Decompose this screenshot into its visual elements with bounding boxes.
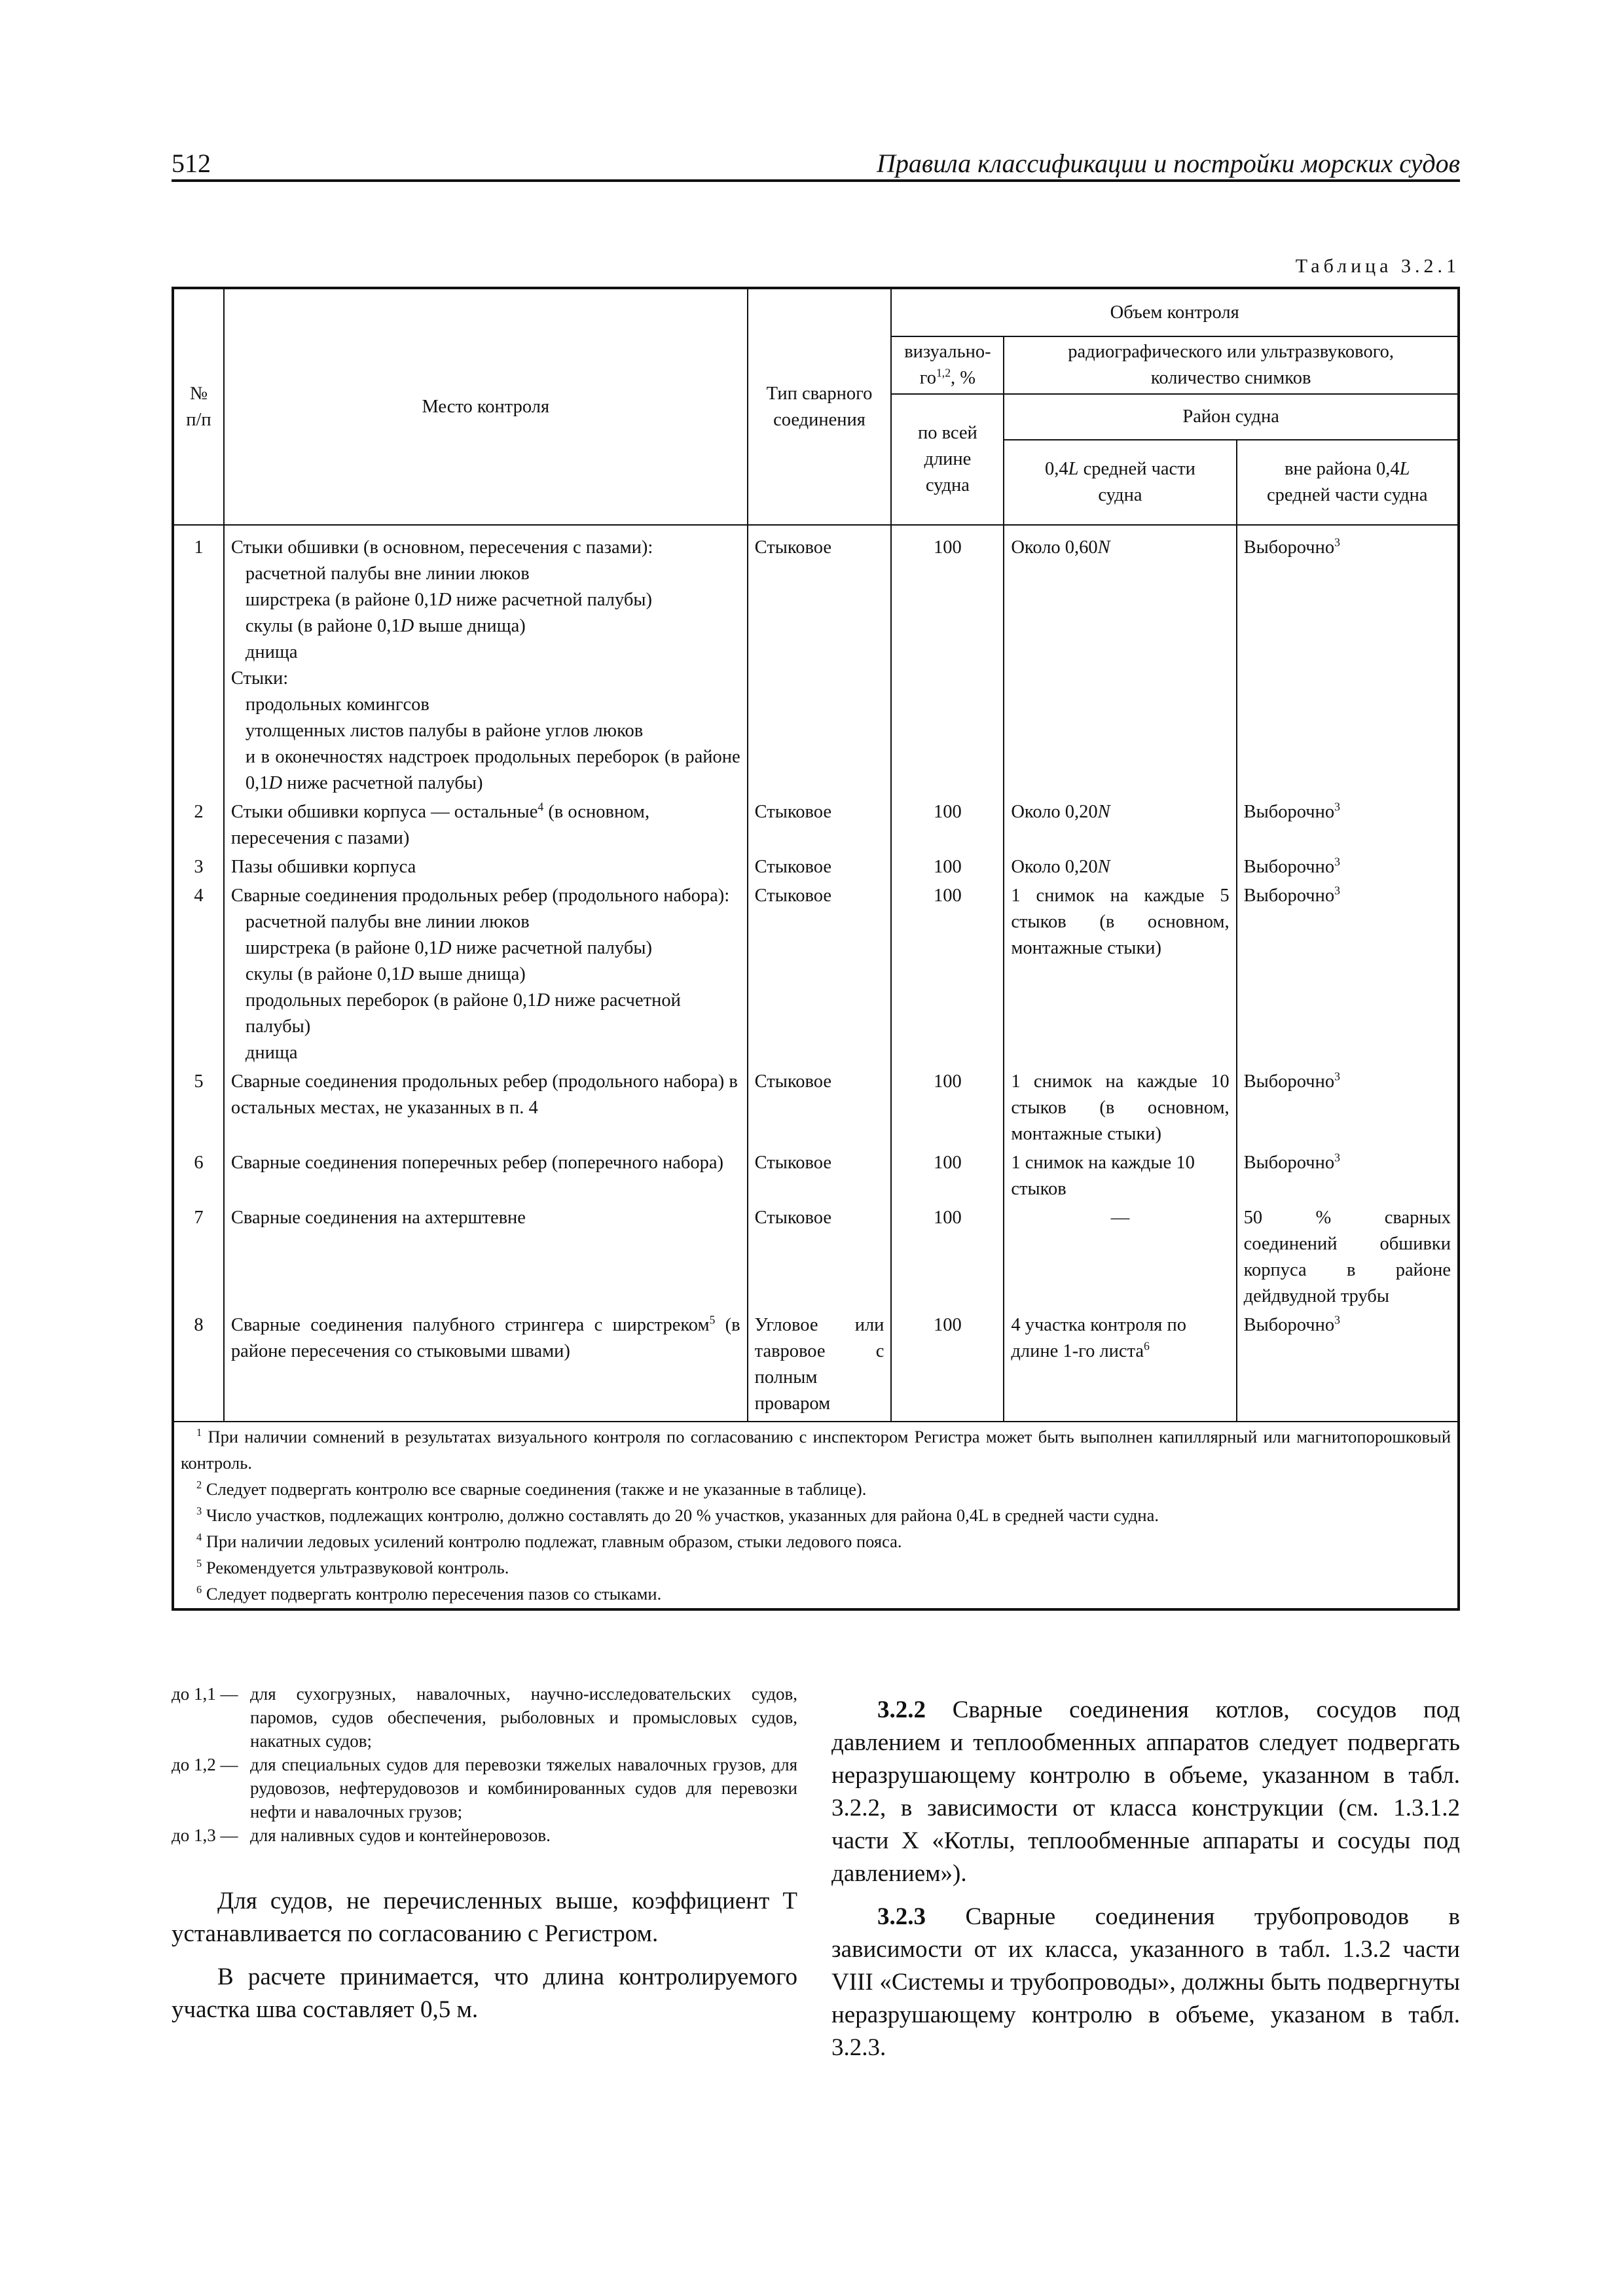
paragraph: 3.2.2 Сварные соединения котлов, сосудов под давлением и теплообменных аппаратов следует подвергать неразрушающему контролю в объеме, указанном в табл. 3.2.2, в зависимости от класса конструкции (см. 1.3.1.2 части X «Котлы, теплообменные аппараты и сосуды под давлением»). xyxy=(831,1696,1461,1887)
row-mid: 1 снимок на каждые 10 стыков xyxy=(1004,1149,1236,1204)
row-number: 1 xyxy=(173,525,224,798)
row-type: Стыковое xyxy=(748,882,892,1067)
coefficient-key: до 1,3 — xyxy=(172,1825,238,1845)
header-area: Район судна xyxy=(1004,394,1459,440)
row-type: Стыковое xyxy=(748,1149,892,1204)
coefficient-key: до 1,1 — xyxy=(172,1684,238,1704)
table-row xyxy=(173,882,1459,1067)
coefficient-text: для наливных судов и контейнеровозов. xyxy=(250,1825,551,1845)
row-visual: 100 xyxy=(891,1204,1004,1311)
row-visual: 100 xyxy=(891,882,1004,1067)
coefficient-list xyxy=(172,1682,797,1847)
row-outside: Выборочно$^3$ xyxy=(1237,1067,1459,1149)
row-outside: Выборочно$^3$ xyxy=(1237,798,1459,853)
paragraph: Для судов, не перечисленных выше, коэффициент T устанавливается по согласованию с Регистром. xyxy=(172,1888,797,1947)
row-visual: 100 xyxy=(891,1067,1004,1149)
table-footnotes xyxy=(173,1422,1459,1609)
row-number: 6 xyxy=(173,1149,224,1204)
row-outside: Выборочно$^3$ xyxy=(1237,882,1459,1067)
row-outside: Выборочно$^3$ xyxy=(1237,525,1459,798)
row-mid: 4 участка контроля по длине 1-го листа$^6$ xyxy=(1004,1311,1236,1422)
footnote: $^6$ Следует подвергать контролю пересечения пазов со стыками. xyxy=(196,1583,662,1604)
header-scope: Объем контроля xyxy=(891,288,1459,336)
row-place: Стыки обшивки корпуса — остальные$^4$ (в основном, пересечения с пазами) xyxy=(224,798,748,853)
row-visual: 100 xyxy=(891,1149,1004,1204)
footnote: $^5$ Рекомендуется ультразвуковой контроль. xyxy=(196,1557,509,1577)
table-row xyxy=(173,1204,1459,1311)
right-column xyxy=(831,1694,1460,2064)
header-weld-type: Тип сварного соединения xyxy=(748,288,892,525)
table-row xyxy=(173,798,1459,853)
row-mid: Около 0,20N xyxy=(1004,798,1236,853)
row-place: Сварные соединения продольных ребер (продольного набора) в остальных местах, не указанных в п. 4 xyxy=(224,1067,748,1149)
coefficient-text: для сухогрузных, навалочных, научно-исследовательских судов, паромов, судов обеспечения, рыболовных и промысловых судов, накатных судов; xyxy=(250,1684,797,1751)
row-type: Стыковое xyxy=(748,1067,892,1149)
footnote: $^3$ Число участков, подлежащих контролю, должно составлять до 20 % участков, указанных для района 0,4L в средней части судна. xyxy=(196,1505,1159,1525)
table-row xyxy=(173,853,1459,882)
paragraph: 3.2.3 Сварные соединения трубопроводов в зависимости от их класса, указанного в табл. 1.3.2 части VIII «Системы и трубопроводы», должны быть подвергнуты неразрушающему контролю в объеме, указаном в табл. 3.2.3. xyxy=(831,1903,1460,2061)
row-outside: Выборочно$^3$ xyxy=(1237,1149,1459,1204)
row-place: Стыки обшивки (в основном, пересечения с пазами): расчетной палубы вне линии люков ширстрека (в районе 0,1D ниже расчетной палубы) скулы (в районе 0,1D выше днища) днища Стыки: продольных комингсов утолщенных листов палубы в районе углов люков и в оконечностях надстроек продольных переборок (в районе 0,1D ниже расчетной палубы) xyxy=(224,525,748,798)
row-type: Стыковое xyxy=(748,1204,892,1311)
row-place: Сварные соединения на ахтерштевне xyxy=(224,1204,748,1311)
table-row xyxy=(173,1149,1459,1204)
table-row xyxy=(173,1311,1459,1422)
row-visual: 100 xyxy=(891,853,1004,882)
row-type: Угловое или тавровое с полным проваром xyxy=(748,1311,892,1422)
left-column xyxy=(172,1682,797,2026)
row-outside: Выборочно$^3$ xyxy=(1237,1311,1459,1422)
header-full-length: по всей длине судна xyxy=(891,394,1004,525)
row-outside: 50 % сварных соединений обшивки корпуса в районе дейдвудной трубы xyxy=(1237,1204,1459,1311)
row-number: 3 xyxy=(173,853,224,882)
footnote: $^2$ Следует подвергать контролю все сварные соединения (также и не указанные в таблице). xyxy=(196,1479,867,1499)
table-caption: Таблица 3.2.1 xyxy=(1295,255,1460,277)
row-number: 8 xyxy=(173,1311,224,1422)
row-place: Сварные соединения продольных ребер (продольного набора): расчетной палубы вне линии люков ширстрека (в районе 0,1D ниже расчетной палубы) скулы (в районе 0,1D выше днища) продольных переборок (в районе 0,1D ниже расчетной палубы) днища xyxy=(224,882,748,1067)
row-number: 5 xyxy=(173,1067,224,1149)
row-number: 4 xyxy=(173,882,224,1067)
section-number: 3.2.3 xyxy=(877,1903,926,1930)
row-visual: 100 xyxy=(891,798,1004,853)
row-mid: Около 0,20N xyxy=(1004,853,1236,882)
page-number: 512 xyxy=(172,149,211,178)
row-mid: 1 снимок на каждые 5 стыков (в основном, монтажные стыки) xyxy=(1004,882,1236,1067)
header-visual: визуально- го$^{1,2}$, % xyxy=(891,336,1004,394)
row-type: Стыковое xyxy=(748,525,892,798)
row-type: Стыковое xyxy=(748,798,892,853)
header-outside: вне района 0,4L средней части судна xyxy=(1237,440,1459,525)
header-mid: 0,4L средней части судна xyxy=(1004,440,1236,525)
row-place: Сварные соединения поперечных ребер (поперечного набора) xyxy=(224,1149,748,1204)
coefficient-text: для специальных судов для перевозки тяжелых навалочных грузов, для рудовозов, нефтерудовозов и комбинированных судов для перевозки нефти и навалочных грузов; xyxy=(250,1755,797,1821)
header-place: Место контроля xyxy=(224,288,748,525)
row-place: Сварные соединения палубного стрингера с ширстреком$^5$ (в районе пересечения со стыковыми швами) xyxy=(224,1311,748,1422)
row-outside: Выборочно$^3$ xyxy=(1237,853,1459,882)
row-visual: 100 xyxy=(891,525,1004,798)
paragraph: В расчете принимается, что длина контролируемого участка шва составляет 0,5 м. xyxy=(172,1964,797,2023)
row-mid: Около 0,60N xyxy=(1004,525,1236,798)
footnote: $^1$ При наличии сомнений в результатах визуального контроля по согласованию с инспектором Регистра может быть выполнен капиллярный или магнитопорошковый контроль. xyxy=(181,1426,1451,1473)
section-number: 3.2.2 xyxy=(877,1696,926,1723)
row-mid: 1 снимок на каждые 10 стыков (в основном, монтажные стыки) xyxy=(1004,1067,1236,1149)
footnote: $^4$ При наличии ледовых усилений контролю подлежат, главным образом, стыки ледового пояса. xyxy=(196,1531,902,1551)
row-number: 7 xyxy=(173,1204,224,1311)
table-row xyxy=(173,1067,1459,1149)
row-place: Пазы обшивки корпуса xyxy=(224,853,748,882)
running-title: Правила классификации и постройки морских судов xyxy=(876,149,1460,178)
row-mid: — xyxy=(1004,1204,1236,1311)
row-type: Стыковое xyxy=(748,853,892,882)
header-num: № п/п xyxy=(173,288,224,525)
inspection-table xyxy=(172,287,1460,1611)
page-header xyxy=(172,145,1460,182)
coefficient-key: до 1,2 — xyxy=(172,1755,238,1774)
table-row xyxy=(173,525,1459,798)
header-radio: радиографического или ультразвукового, количество снимков xyxy=(1004,336,1459,394)
row-number: 2 xyxy=(173,798,224,853)
row-visual: 100 xyxy=(891,1311,1004,1422)
